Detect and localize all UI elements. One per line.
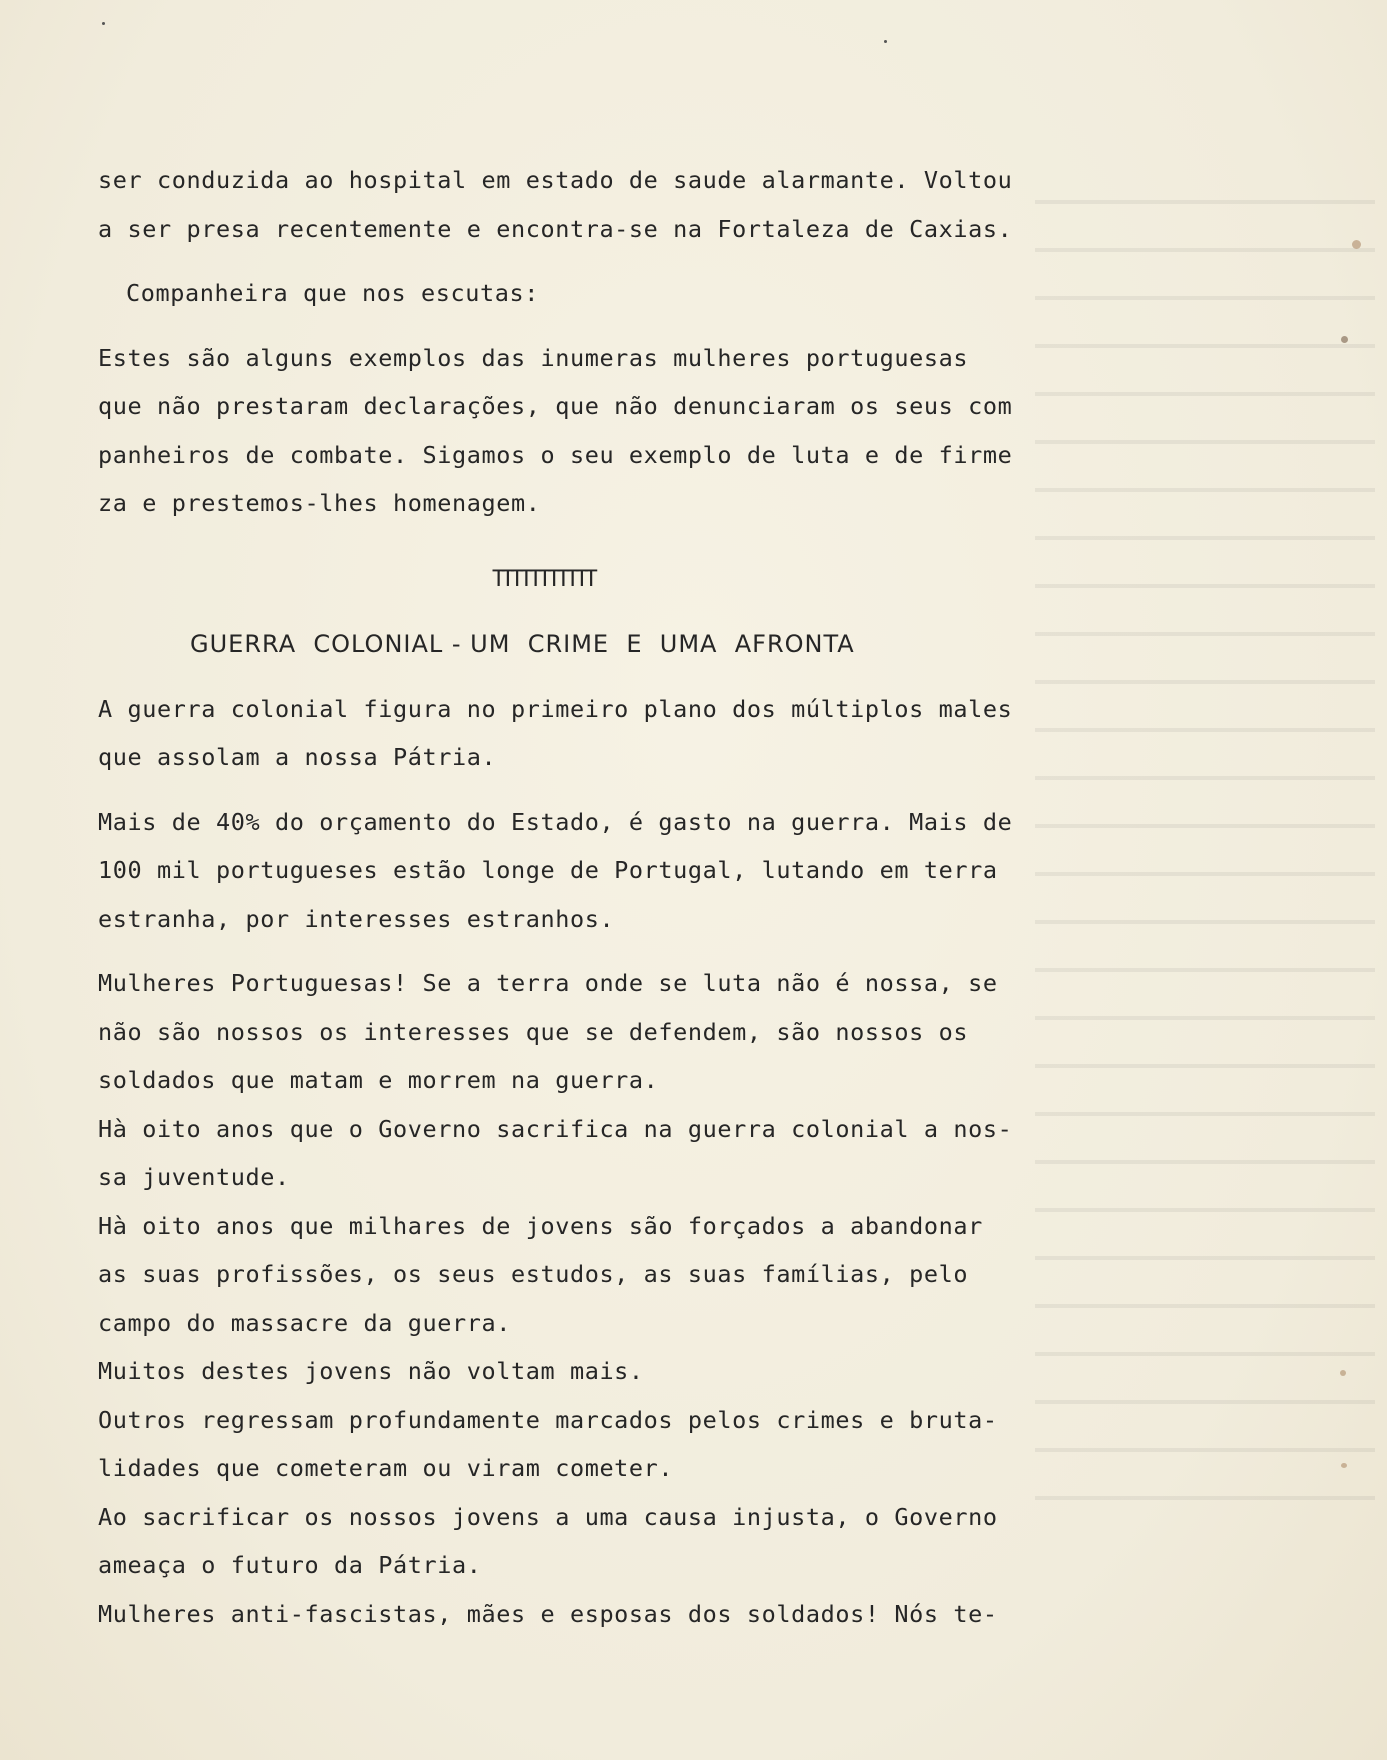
- text-line: za e prestemos-lhes homenagem.: [98, 489, 541, 517]
- paper-mark: [102, 22, 105, 25]
- text-line: Outros regressam profundamente marcados pelos crimes e bruta-: [98, 1405, 998, 1434]
- text-line: Mulheres anti-fascistas, mães e esposas dos soldados! Nós te-: [98, 1599, 998, 1628]
- text-line: Hà oito anos que milhares de jovens são forçados a abandonar: [98, 1211, 983, 1240]
- section-heading: GUERRA COLONIAL - UM CRIME E UMA AFRONTA: [190, 630, 855, 658]
- text-line: não são nossos os interesses que se defendem, são nossos os: [98, 1017, 969, 1046]
- paper-stain: [1341, 336, 1348, 343]
- text-line: ameaça o futuro da Pátria.: [98, 1551, 482, 1579]
- address-line: Companheira que nos escutas:: [126, 279, 539, 307]
- text-line: Hà oito anos que o Governo sacrifica na guerra colonial a nos-: [98, 1114, 1013, 1143]
- text-line: Mulheres Portuguesas! Se a terra onde se luta não é nossa, se: [98, 969, 998, 997]
- paper-stain: [1341, 1463, 1347, 1468]
- text-line: a ser presa recentemente e encontra-se na Fortaleza de Caxias.: [98, 214, 1013, 243]
- text-line: que assolam a nossa Pátria.: [98, 743, 497, 771]
- text-line: Estes são alguns exemplos das inumeras mulheres portuguesas: [98, 343, 969, 372]
- text-line: as suas profissões, os seus estudos, as suas famílias, pelo: [98, 1260, 969, 1288]
- text-line: Mais de 40% do orçamento do Estado, é gasto na guerra. Mais de: [98, 807, 1013, 836]
- text-line: ser conduzida ao hospital em estado de saude alarmante. Voltou: [98, 166, 1013, 194]
- text-line: A guerra colonial figura no primeiro plano dos múltiplos males: [98, 694, 1013, 723]
- text-line: Muitos destes jovens não voltam mais.: [98, 1357, 644, 1385]
- section-separator: TTTTTTTTTTT: [492, 566, 594, 592]
- paper-mark: [884, 40, 887, 43]
- paper-stain: [1340, 1370, 1346, 1376]
- text-line: soldados que matam e morrem na guerra.: [98, 1066, 659, 1094]
- text-line: que não prestaram declarações, que não denunciaram os seus com: [98, 392, 1013, 420]
- typewritten-text: [98, 156, 1098, 1638]
- text-line: campo do massacre da guerra.: [98, 1308, 511, 1337]
- text-line: Ao sacrificar os nossos jovens a uma causa injusta, o Governo: [98, 1502, 998, 1531]
- text-line: panheiros de combate. Sigamos o seu exemplo de luta e de firme: [98, 440, 1013, 469]
- paper-stain: [1352, 240, 1361, 249]
- text-line: estranha, por interesses estranhos.: [98, 904, 615, 933]
- text-line: lidades que cometeram ou viram cometer.: [98, 1454, 674, 1482]
- text-line: 100 mil portugueses estão longe de Portugal, lutando em terra: [98, 856, 998, 884]
- text-line: sa juventude.: [98, 1163, 290, 1191]
